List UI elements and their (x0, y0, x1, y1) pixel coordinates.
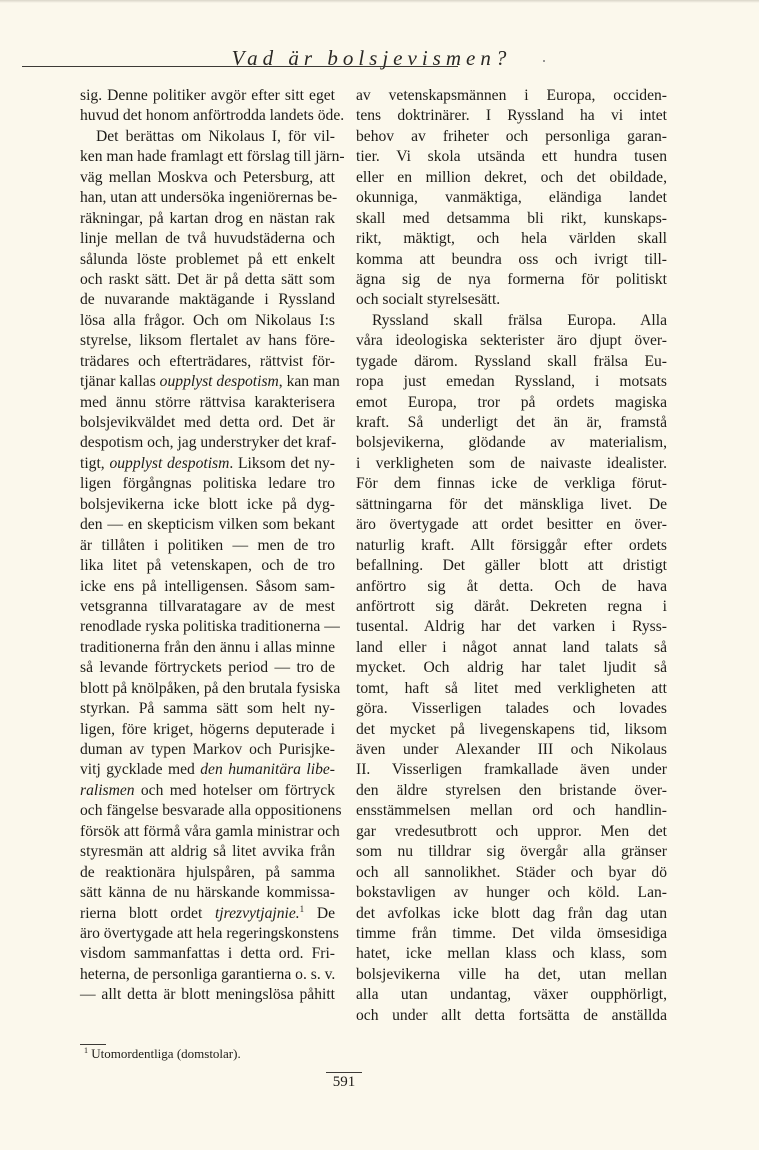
text-line: ligen, före kriget, högerns deputerade i (80, 720, 335, 738)
text-line: alla utan undantag, växer oupphörligt, (356, 986, 667, 1004)
text-line: även under Alexander III och Nikolaus (356, 741, 667, 758)
text-line: rikt, mäktigt, och hela världen skall (356, 230, 667, 248)
text-line: linje mellan de två huvudstäderna och (80, 230, 335, 248)
text-line: i verkligheten som de naivaste idealister. (356, 454, 667, 472)
text-line: ensstämmelsen mellan ord och handlin- (356, 802, 667, 820)
text-line: tens doktrinärer. I Ryssland ha vi intet (356, 107, 667, 125)
paper-speck (543, 60, 545, 62)
text-line: som nu tilldrar sig övergår alla gränser (356, 843, 667, 861)
italic-emphasis: oupplyst despotism (159, 373, 279, 391)
text-line: och fängelse besvarade alla oppositionens (80, 802, 342, 820)
right-column (356, 86, 667, 1026)
text-line: det avfolkas icke blott dag från dag utan (356, 904, 667, 922)
text-line: II. Visserligen framkallade även under (356, 761, 667, 779)
footnote-rule (80, 1044, 106, 1045)
text-run: , kan man (278, 373, 340, 391)
text-line: tomt, haft så litet med verkligheten att (356, 679, 667, 697)
text-line: anförtrott sig däråt. Dekreten regna i (356, 597, 667, 615)
text-line: lösa alla frågor. Och om Nikolaus I:s (80, 311, 335, 329)
text-line: gar vredesutbrott och uppror. Men det (356, 822, 667, 840)
text-line: tygade därom. Ryssland skall frälsa Eu- (356, 352, 667, 370)
text-line: bolsjevikerna, glödande av materialism, (356, 434, 667, 452)
italic-emphasis: oupplyst despotism (109, 454, 230, 472)
text-run: rierna blott ordet (80, 904, 215, 922)
text-line: sättningarna för det mänskliga livet. De (356, 495, 667, 513)
text-line: sålunda löste problemet på ett enkelt (80, 250, 335, 268)
text-line: visdom sammanfattas i detta ord. Fri- (80, 945, 335, 963)
page-number: 591 (332, 1074, 356, 1090)
italic-emphasis: ralismen (80, 781, 135, 799)
text-line: sätt känna de nu härskande kommissa- (80, 884, 335, 902)
text-line: trädares och efterträdares, rättvist för- (80, 352, 335, 370)
text-line: med ännu större rättvisa karakterisera (80, 393, 335, 411)
text-line (80, 760, 335, 780)
text-line: det mycket på livegenskapens tid, liksom (356, 720, 667, 738)
text-line: renodlade ryska politiska traditionerna — (80, 618, 340, 636)
text-line: bolsjevikerna icke blott icke på dyg- (80, 495, 335, 513)
running-title: Vad är bolsjevismen? (231, 46, 512, 70)
text-line: de nuvarande maktägande i Ryssland (80, 291, 335, 309)
text-line (80, 454, 335, 474)
text-run: . Liksom det ny- (229, 454, 335, 472)
text-line: ägna sig de nya formerna för politiskt (356, 270, 667, 288)
text-line: skall med detsamma bli rikt, kunskaps- (356, 209, 667, 227)
text-line: och socialt styrelsesätt. (356, 291, 501, 309)
text-line: styrelse, liksom flertalet av hans före- (80, 332, 335, 350)
text-line: den — en skepticism vilken som bekant (80, 516, 335, 534)
text-line (80, 781, 335, 801)
left-column (80, 86, 345, 1006)
text-line: han, utan att undersöka ingeniörernas be- (80, 189, 338, 207)
text-line: eller en million dekret, och det obildade, (356, 168, 667, 186)
text-line: huvud det honom anförtrodda landets öde. (80, 107, 345, 125)
text-line: anförtro sig åt detta. Och de hava (356, 577, 667, 595)
text-line: — allt detta är blott meningslösa påhitt (80, 986, 335, 1004)
italic-emphasis: den humanitära libe- (200, 761, 335, 779)
text-line: naturlig kraft. Allt försiggår efter ordets (356, 536, 667, 554)
footnote-reference: 1 (299, 903, 305, 914)
text-line: ropa just emedan Ryssland, i motsats (356, 373, 667, 391)
text-line: ligen förgångnas politiska ledare tro (80, 475, 335, 493)
text-line: väg mellan Moskva och Petersburg, att (80, 168, 335, 186)
text-line: bolsjevikerna ville ha det, utan mellan (356, 965, 667, 983)
text-line (80, 904, 335, 924)
text-line: räkningar, på kartan drog en nästan rak (80, 209, 335, 227)
text-line: Det berättas om Nikolaus I, för vil- (96, 127, 335, 145)
text-line: är tillåten i politiken — men de tro (80, 536, 335, 554)
text-line: traditionerna från den ännu i allas minne (80, 638, 335, 656)
text-line: timme från timme. Det vilda ömsesidiga (356, 924, 667, 942)
text-line: mycket. Och aldrig har talet ljudit så (356, 659, 667, 677)
text-line: våra ideologiska sekterister äro djupt över- (356, 332, 667, 350)
text-line: den äldre styrelsen den bristande över- (356, 781, 667, 799)
text-line (80, 372, 340, 392)
folio-rule (326, 1072, 362, 1073)
text-line: styrkan. På samma sätt som helt ny- (80, 700, 335, 718)
text-line: icke ens på intelligensen. Såsom sam- (80, 577, 335, 595)
page-top-edge (0, 0, 759, 3)
text-line: försök att förmå våra gamla ministrar och (80, 822, 340, 840)
text-line: av vetenskapsmännen i Europa, occiden- (356, 87, 667, 104)
footnote-marker: 1 (84, 1046, 88, 1055)
text-line: komma att beundra oss och ivrigt till- (356, 250, 667, 268)
text-run: vitj gycklade med (80, 761, 201, 779)
text-line: land eller i något annat land talats så (356, 638, 667, 656)
text-run: tigt, (80, 454, 110, 472)
text-line: hatet, icke mellan klass och klass, som (356, 945, 667, 963)
text-line: okunniga, vanmäktiga, eländiga landet (356, 189, 667, 207)
text-line: kraft. Så underligt det än är, framstå (356, 414, 667, 431)
italic-emphasis: tjrezvytjajnie. (214, 904, 300, 922)
text-line: despotism och, jag understryker det kraf- (80, 434, 337, 452)
text-line: blott på knölpåken, på den brutala fysiska (80, 679, 341, 697)
footnote (84, 1046, 241, 1062)
text-line: duman av typen Markov och Purisjke- (80, 741, 335, 758)
text-line: För dem finnas icke de verkliga förut- (356, 475, 667, 493)
text-line: emot Europa, tror på ordets magiska (356, 393, 667, 411)
text-line: tier. Vi skola utsända ett hundra tusen (356, 148, 667, 166)
text-line: bokstavligen av hunger och köld. Lan- (356, 884, 667, 902)
text-line: sig. Denne politiker avgör efter sitt eget (80, 87, 335, 104)
text-run: och med hotelser om förtryck (134, 781, 335, 799)
text-line: så levande förtryckets period — tro de (80, 659, 335, 677)
footnote-text: Utomordentliga (domstolar). (91, 1046, 241, 1061)
text-run: De (304, 904, 335, 922)
text-line: Ryssland skall frälsa Europa. Alla (372, 311, 667, 329)
text-line: tusental. Aldrig har det varken i Ryss- (356, 618, 667, 636)
text-line: och raskt sätt. Det är på detta sätt som (80, 270, 335, 288)
text-line: de reaktionära hjulspåren, på samma (80, 863, 335, 881)
text-line: ken man hade framlagt ett förslag till järn- (80, 148, 345, 166)
text-line: heterna, de personliga garantierna o. s. v. (80, 965, 336, 983)
text-line: äro övertygade att hela regeringskonstens (80, 924, 339, 942)
text-line: göra. Visserligen talades och lovades (356, 700, 667, 718)
text-line: vetsgranna tillvaratagare av de mest (80, 597, 335, 615)
text-line: lika litet på vetenskapen, och de tro (80, 557, 335, 575)
running-header (0, 46, 759, 71)
text-line: befallning. Det gäller blott att dristigt (356, 557, 667, 575)
text-run: tjänar kallas (80, 373, 160, 391)
text-line: och all sannolikhet. Städer och byar dö (356, 863, 667, 881)
text-line: äro övertygade att ordet besitter en över- (356, 516, 667, 534)
text-line: och under allt detta fortsätta de anställda (356, 1006, 667, 1024)
text-line: bolsjevikväldet med detta ord. Det är (80, 414, 335, 431)
header-rule-extension (22, 66, 458, 67)
text-line: styresmän att aldrig så litet avvika från (80, 843, 335, 861)
text-line: behov av friheter och personliga garan- (356, 127, 667, 145)
